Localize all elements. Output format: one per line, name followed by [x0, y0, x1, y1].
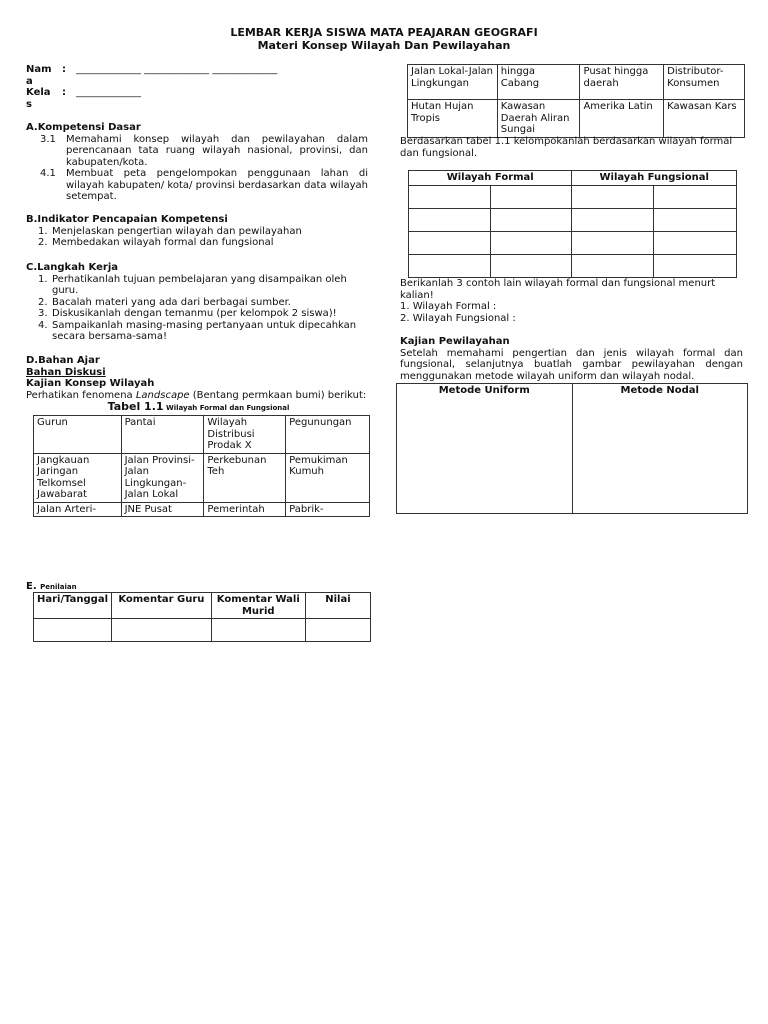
section-e-heading: E. Penilaian [26, 581, 77, 592]
table-cell[interactable] [572, 208, 654, 231]
table-cell: Distributor-Konsumen [664, 65, 745, 100]
table-cell: Jangkauan Jaringan Telkomsel Jawabarat [34, 453, 122, 502]
table-cell[interactable] [34, 619, 112, 642]
list-item: 2. Bacalah materi yang ada dari berbagai sumber. [38, 296, 291, 308]
bahan-diskusi-heading: Bahan Diskusi [26, 366, 106, 378]
landscape-table [33, 415, 370, 517]
table-cell[interactable] [654, 254, 737, 277]
table-row [408, 100, 745, 138]
table-cell[interactable] [409, 231, 491, 254]
section-b [26, 214, 368, 249]
penilaian-table [33, 592, 371, 642]
table-cell: Pemerintah [204, 502, 286, 517]
table-cell: Pegunungan [286, 416, 370, 454]
list-item: 3. Diskusikanlah dengan temanmu (per kelompok 2 siswa)! [38, 308, 337, 319]
table-cell: Jalan Lokal-Jalan Lingkungan [408, 65, 498, 100]
table-cell[interactable] [572, 231, 654, 254]
kelas-colon: : [62, 87, 66, 98]
section-d-heading: D.Bahan Ajar [26, 355, 100, 366]
list-item: 2. Membedakan wilayah formal dan fungsional [38, 237, 274, 248]
table-row [34, 416, 370, 454]
table-cell: Amerika Latin [580, 100, 664, 138]
intro-text: Perhatikan fenomena Landscape (Bentang permkaan bumi) berikut: [26, 389, 367, 401]
section-c [26, 262, 368, 343]
table-cell: Jalan Provinsi-Jalan Lingkungan-Jalan Lokal [121, 453, 204, 502]
list-item: 4. Sampaikanlah masing-masing pertanyaan untuk dipecahkan secara bersama-sama! [38, 319, 357, 342]
table-cell: Perkebunan Teh [204, 453, 286, 502]
table-cell[interactable] [112, 619, 212, 642]
section-d [26, 355, 371, 415]
table-cell[interactable] [490, 185, 572, 208]
table-row [409, 231, 737, 254]
table-header: Komentar Guru [112, 593, 212, 619]
table-cell[interactable] [409, 254, 491, 277]
table-cell: Kawasan Kars [664, 100, 745, 138]
table-header: Nilai [305, 593, 370, 619]
table-cell[interactable] [490, 254, 572, 277]
section-b-heading: B.Indikator Pencapaian Kompetensi [26, 214, 228, 225]
table-cell[interactable] [572, 185, 654, 208]
kelas-field[interactable]: _____________ [76, 87, 141, 98]
landscape-table-continued [407, 64, 745, 138]
table-cell: Jalan Arteri- [34, 502, 122, 517]
table-row [34, 502, 370, 517]
list-item: 3.1 Memahami konsep wilayah dan pewilayahan dalam perencanaan tata ruang wilayah nasional, provinsi, dan kabupaten/kota. [40, 133, 368, 168]
section-a [26, 122, 368, 203]
table-cell[interactable] [409, 208, 491, 231]
instruction-1: Berdasarkan tabel 1.1 kelompokanlah berdasarkan wilayah formal dan fungsional. [400, 136, 733, 159]
table-row [409, 171, 737, 186]
table-row [409, 208, 737, 231]
table-cell[interactable] [654, 185, 737, 208]
table-cell[interactable] [572, 398, 748, 514]
kelas-label: Kela s [26, 87, 51, 110]
table-cell: Pantai [121, 416, 204, 454]
section-a-heading: A.Kompetensi Dasar [26, 122, 141, 133]
table-cell: Gurun [34, 416, 122, 454]
table-cell[interactable] [654, 208, 737, 231]
table-cell[interactable] [490, 208, 572, 231]
table-cell[interactable] [572, 254, 654, 277]
table-row [34, 619, 371, 642]
table-row [408, 65, 745, 100]
pewilayahan-text: Setelah memahami pengertian dan jenis wilayah formal dan fungsional, selanjutnya buatlah gambar pewilayahan dengan menggunakan metode wilayah uniform dan wilayah nodal. [400, 347, 743, 382]
page-title: LEMBAR KERJA SISWA MATA PEAJARAN GEOGRAFI [230, 26, 538, 39]
table-cell: Hutan Hujan Tropis [408, 100, 498, 138]
table-row [397, 384, 748, 398]
table-row [409, 185, 737, 208]
table-cell[interactable] [654, 231, 737, 254]
table-header: Metode Nodal [572, 384, 748, 398]
table-cell: Pusat hingga daerah [580, 65, 664, 100]
kajian-konsep-heading: Kajian Konsep Wilayah [26, 378, 155, 389]
nama-colon: : [62, 64, 66, 75]
table-cell[interactable] [409, 185, 491, 208]
table-header: Wilayah Fungsional [572, 171, 737, 186]
table-cell: Wilayah Distribusi Prodak X [204, 416, 286, 454]
table-row [34, 453, 370, 502]
section-c-heading: C.Langkah Kerja [26, 262, 118, 273]
table-cell[interactable] [211, 619, 305, 642]
table-header: Metode Uniform [397, 384, 573, 398]
nama-label: Nam a [26, 64, 52, 87]
table-header: Hari/Tanggal [34, 593, 112, 619]
pewilayahan-section [400, 336, 743, 382]
table-row [397, 398, 748, 514]
list-item: 1. Perhatikanlah tujuan pembelajaran yang disampaikan oleh guru. [38, 273, 347, 296]
table-cell: Kawasan Daerah Aliran Sungai [497, 100, 580, 138]
table-cell[interactable] [490, 231, 572, 254]
table-cell: hingga Cabang [497, 65, 580, 100]
table-cell[interactable] [305, 619, 370, 642]
table-header: Wilayah Formal [409, 171, 572, 186]
formal-fungsional-table [408, 170, 737, 278]
table-row [409, 254, 737, 277]
table-header: Komentar Wali Murid [211, 593, 305, 619]
table-caption: Tabel 1.1 Wilayah Formal dan Fungsional [107, 400, 290, 413]
kajian-pewilayahan-heading: Kajian Pewilayahan [400, 336, 510, 347]
table-row [34, 593, 371, 619]
metode-table [396, 383, 748, 514]
table-cell: Pemukiman Kumuh [286, 453, 370, 502]
instruction-2: Berikanlah 3 contoh lain wilayah formal dan fungsional menurt kalian! 1. Wilayah Formal : 2. Wilayah Fungsional : [400, 278, 730, 324]
table-cell[interactable] [397, 398, 573, 514]
question-formal: 1. Wilayah Formal : [400, 301, 497, 312]
table-cell: Pabrik- [286, 502, 370, 517]
page-subtitle: Materi Konsep Wilayah Dan Pewilayahan [257, 39, 511, 52]
list-item: 4.1 Membuat peta pengelompokan penggunaan lahan di wilayah kabupaten/ kota/ provinsi berdasarkan data wilayah setempat. [40, 168, 368, 202]
nama-field[interactable]: _____________ _____________ _____________ [76, 64, 278, 75]
table-cell: JNE Pusat [121, 502, 204, 517]
question-fungsional: 2. Wilayah Fungsional : [400, 312, 516, 324]
list-item: 1. Menjelaskan pengertian wilayah dan pewilayahan [38, 225, 302, 237]
